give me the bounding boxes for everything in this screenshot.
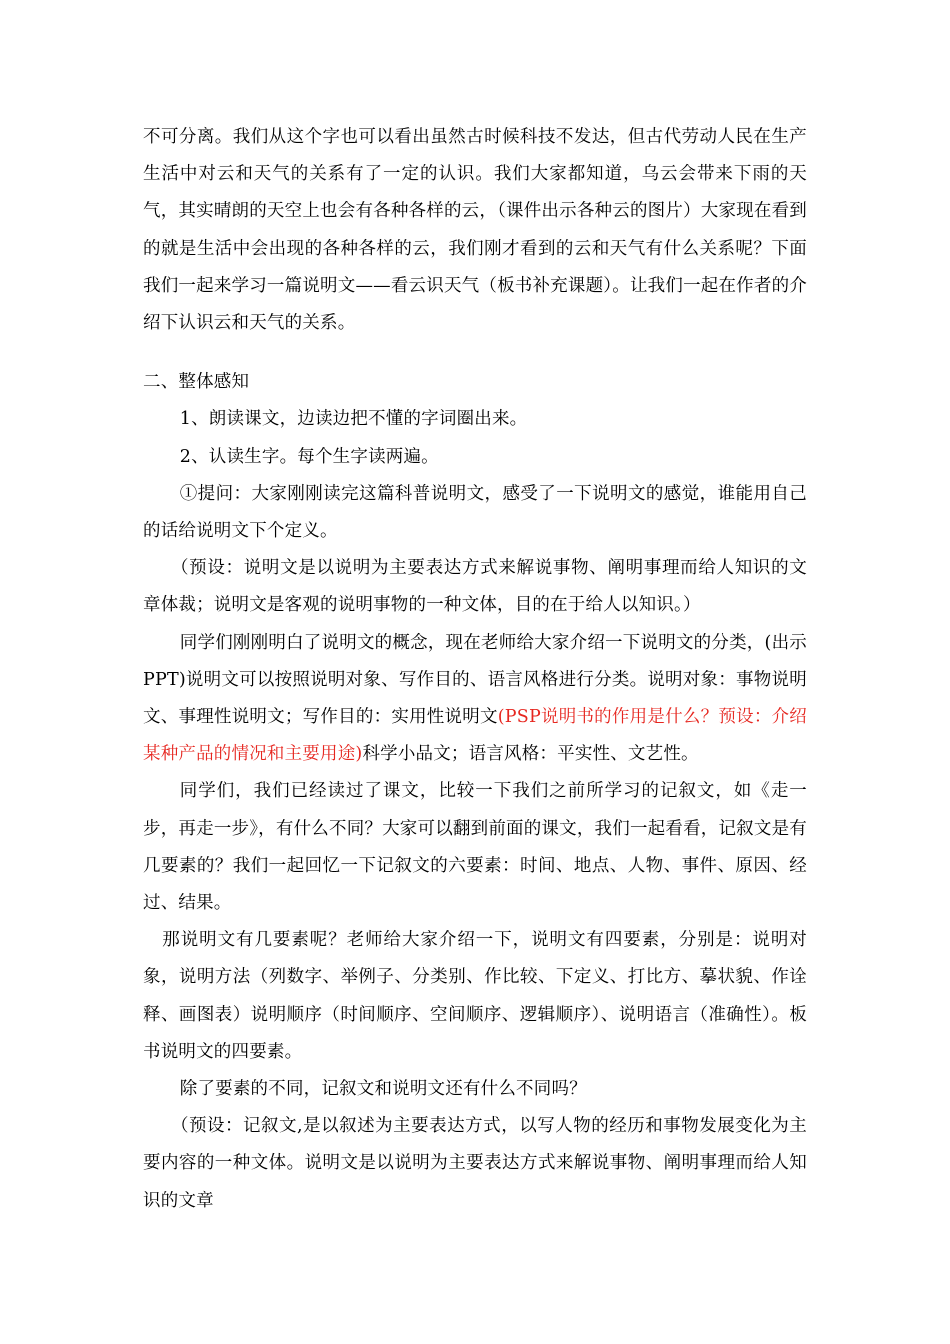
intro-paragraph: 不可分离。我们从这个字也可以看出虽然古时候科技不发达，但古代劳动人民在生产生活中对云和天气的关系有了一定的认识。我们大家都知道，乌云会带来下雨的天气，其实晴朗的天空上也会有各种各样的云，（课件出示各种云的图片）大家现在看到的就是生活中会出现的各种各样的云，我们刚才看到的云和天气有什么关系呢？下面我们一起来学习一篇说明文——看云识天气（板书补充课题）。让我们一起在作者的介绍下认识云和天气的关系。 (143, 127, 807, 334)
classification-red-note: (PSP说明书的作用是什么？预设：介绍某种产品的情况和主要用途) (143, 707, 807, 765)
difference-preset-answer: （预设：记叙文,是以叙述为主要表达方式，以写人物的经历和事物发展变化为主要内容的一种文体。说明文是以说明为主要表达方式来解说事物、阐明事理而给人知识的文章 (143, 1116, 807, 1211)
question-definition: ①提问：大家刚刚读完这篇科普说明文，感受了一下说明文的感觉，谁能用自己的话给说明文下个定义。 (143, 483, 807, 542)
paragraph-gap (143, 342, 807, 364)
list-item-read-aloud: 1、朗读课文，边读边把不懂的字词圈出来。 (179, 409, 528, 430)
difference-question: 除了要素的不同，记叙文和说明文还有什么不同吗？ (179, 1079, 587, 1100)
classification-paragraph (143, 625, 807, 774)
classification-text-end: 科学小品文；语言风格：平实性、文艺性。 (362, 744, 699, 765)
document-body (143, 119, 807, 1220)
section-heading-overall-perception: 二、整体感知 (143, 372, 250, 393)
comparison-paragraph: 同学们，我们已经读过了课文，比较一下我们之前所学习的记叙文，如《走一步，再走一步》，有什么不同？大家可以翻到前面的课文，我们一起看看，记叙文是有几要素的？我们一起回忆一下记叙文的六要素：时间、地点、人物、事件、原因、经过、结果。 (143, 781, 807, 914)
preset-answer-definition: （预设：说明文是以说明为主要表达方式来解说事物、阐明事理而给人知识的文章体裁；说明文是客观的说明事物的一种文体，目的在于给人以知识。） (143, 558, 807, 616)
four-elements-paragraph: 那说明文有几要素呢？老师给大家介绍一下，说明文有四要素，分别是：说明对象，说明方法（列数字、举例子、分类别、作比较、下定义、打比方、摹状貌、作诠释、画图表）说明顺序（时间顺序、空间顺序、逻辑顺序）、说明语言（准确性）。板书说明文的四要素。 (143, 930, 807, 1062)
list-item-new-characters: 2、认读生字。每个生字读两遍。 (179, 446, 439, 467)
classification-text-start: 同学们刚刚明白了说明文的概念，现在老师给大家介绍一下说明文的分类，(出示PPT)说明文可以按照说明对象、写作目的、语言风格进行分类。说明对象：事物说明文、事理性说明文；写作目的：实用性说明文 (143, 632, 807, 728)
